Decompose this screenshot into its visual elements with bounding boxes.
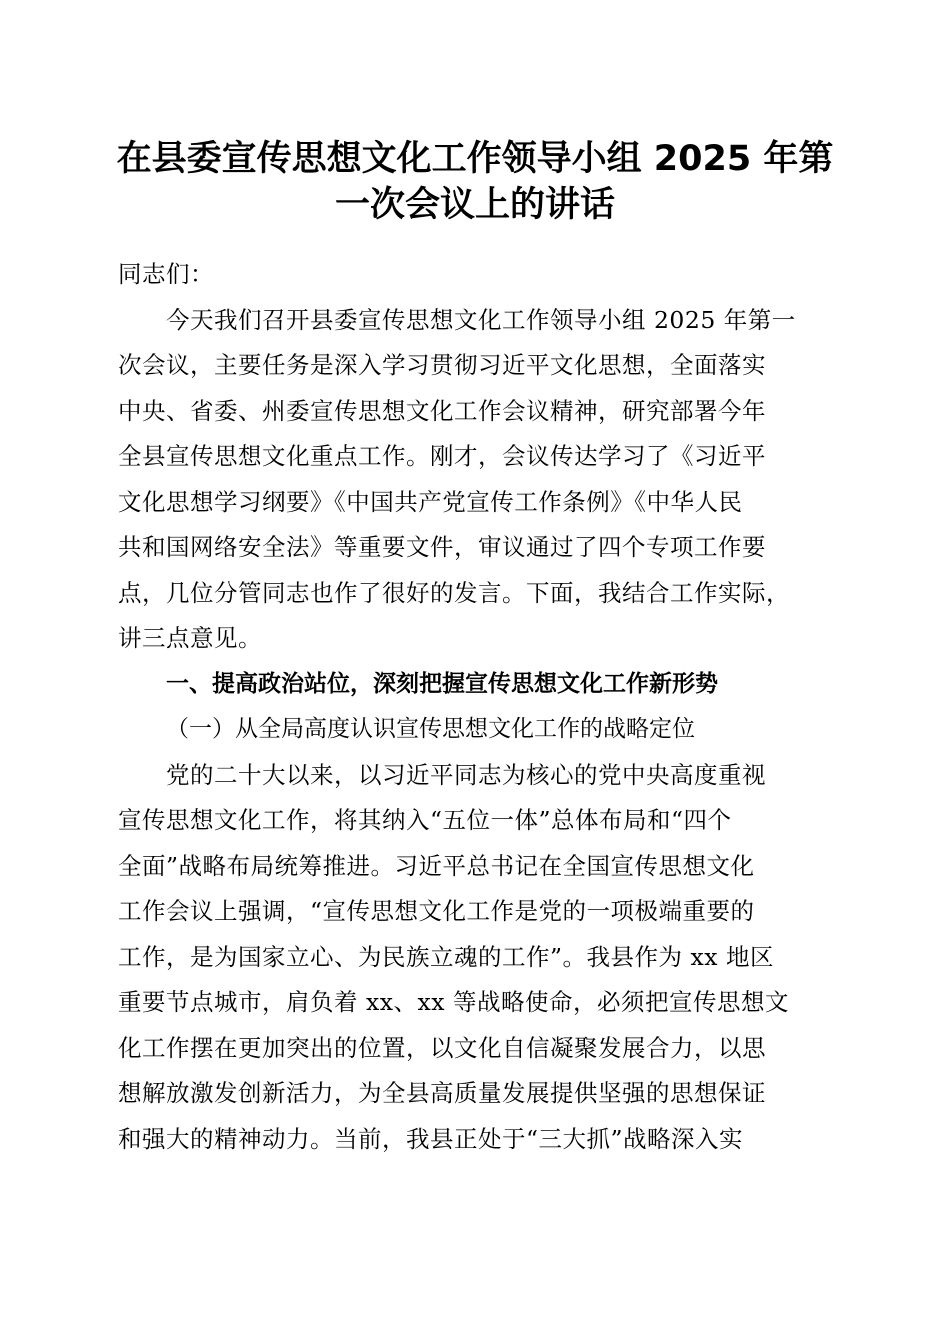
section-heading-1: 一、提高政治站位，深刻把握宣传思想文化工作新形势 (166, 670, 718, 697)
paragraph-line: 次会议，主要任务是深入学习贯彻习近平文化思想，全面落实 (118, 351, 766, 379)
paragraph-line: 想解放激发创新活力，为全县高质量发展提供坚强的思想保证 (118, 1079, 766, 1107)
paragraph-line: 讲三点意见。 (118, 624, 262, 652)
document-title (110, 136, 840, 228)
paragraph-line: 文化思想学习纲要》《中国共产党宣传工作条例》《中华人民 (118, 487, 743, 516)
paragraph-line: 共和国网络安全法》等重要文件，审议通过了四个专项工作要 (118, 533, 766, 561)
paragraph-line: 宣传思想文化工作，将其纳入“五位一体”总体布局和“四个 (118, 806, 732, 834)
paragraph-line: 重要节点城市，肩负着 xx、xx 等战略使命，必须把宣传思想文 (118, 988, 789, 1016)
document-body (118, 252, 830, 1162)
paragraph-line: 今天我们召开县委宣传思想文化工作领导小组 2025 年第一 (166, 305, 796, 334)
paragraph-line: 全县宣传思想文化重点工作。刚才，会议传达学习了《习近平 (118, 442, 766, 470)
title-line-2: 一次会议上的讲话 (334, 185, 615, 225)
paragraph-intro (118, 298, 830, 662)
paragraph-line: 点，几位分管同志也作了很好的发言。下面，我结合工作实际， (118, 578, 790, 607)
paragraph-line: 全面”战略布局统筹推进。习近平总书记在全国宣传思想文化 (118, 851, 755, 880)
paragraph-line: 和强大的精神动力。当前，我县正处于“三大抓”战略深入实 (118, 1124, 744, 1153)
paragraph-line: 中央、省委、州委宣传思想文化工作会议精神，研究部署今年 (118, 396, 766, 425)
subsection-heading-1: （一）从全局高度认识宣传思想文化工作的战略定位 (166, 716, 695, 742)
paragraph-line: 工作，是为国家立心、为民族立魂的工作”。我县作为 xx 地区 (118, 942, 774, 971)
paragraph-strategic (118, 753, 830, 1163)
paragraph-line: 工作会议上强调，“宣传思想文化工作是党的一项极端重要的 (118, 897, 755, 925)
paragraph-line: 党的二十大以来，以习近平同志为核心的党中央高度重视 (166, 760, 766, 789)
salutation: 同志们： (118, 260, 214, 288)
paragraph-line: 化工作摆在更加突出的位置，以文化自信凝聚发展合力，以思 (118, 1033, 766, 1062)
title-line-1: 在县委宣传思想文化工作领导小组 2025 年第 (116, 139, 834, 179)
